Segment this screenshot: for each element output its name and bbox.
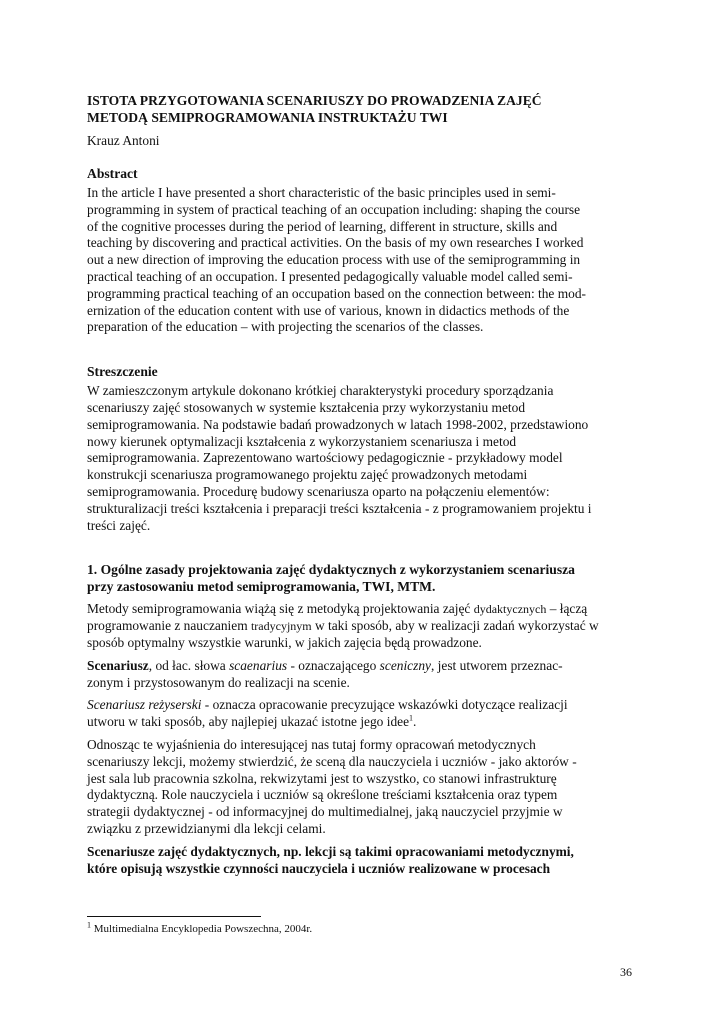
text-line: programming in system of practical teaching of an occupation including: shaping the course bbox=[87, 201, 581, 217]
text-line: strukturalizacji treści kształcenia i preparacji treści kształcenia - z programowaniem projektu i bbox=[87, 500, 592, 516]
text-line: strategii dydaktycznej - od informacyjnej do multimedialnej, jaką nauczyciel przyjmie w bbox=[87, 804, 563, 820]
text-line: teaching by discovering and practical activities. On the basis of my own researches I worked bbox=[87, 235, 584, 251]
text-line: Scenariusz reżyserski - oznacza opracowanie precyzujące wskazówki dotyczące realizacji bbox=[87, 697, 568, 713]
text-line: In the article I have presented a short characteristic of the basic principles used in semi- bbox=[87, 185, 556, 200]
title-line: ISTOTA PRZYGOTOWANIA SCENARIUSZY DO PROWADZENIA ZAJĘĆ bbox=[87, 93, 542, 108]
title-line: METODĄ SEMIPROGRAMOWANIA INSTRUKTAŻU TWI bbox=[87, 110, 448, 125]
text-line: W zamieszczonym artykule dokonano krótkiej charakterystyki procedury sporządzania bbox=[87, 383, 554, 399]
author: Krauz Antoni bbox=[87, 133, 160, 148]
text-line: practical teaching of an occupation. I presented pedagogically valuable model called semi- bbox=[87, 268, 573, 284]
text-line: jest sala lub pracownia szkolna, rekwizytami jest to wszystko, co stanowi infrastrukturę bbox=[87, 770, 557, 786]
text-line: semiprogramowania. Na podstawie badań prowadzonych w latach 1998-2002, przedstawiono bbox=[87, 416, 589, 432]
text-line: programming practical teaching of an occupation based on the connection between: the mod- bbox=[87, 285, 586, 301]
text-line: of the cognitive processes during the period of learning, different in structure, skills and bbox=[87, 218, 558, 234]
heading-line: przy zastosowaniu metod semiprogramowania, TWI, MTM. bbox=[87, 579, 436, 595]
streszczenie-text bbox=[87, 383, 639, 534]
text-line: semiprogramowania. Zaprezentowano wartościowy pedagogicznie - przykładowy model bbox=[87, 450, 563, 466]
text-line: treści zajęć. bbox=[87, 517, 151, 533]
text-line: Scenariusze zajęć dydaktycznych, np. lekcji są takimi opracowaniami metodycznymi, bbox=[87, 843, 574, 859]
text-line: Odnosząc te wyjaśnienia do interesującej nas tutaj formy opracowań metodycznych bbox=[87, 736, 536, 752]
streszczenie-heading: Streszczenie bbox=[87, 364, 158, 380]
text-line: ernization of the education content with use of various, known in didactics methods of the bbox=[87, 302, 570, 318]
term-scenariusz: Scenariusz bbox=[87, 657, 149, 673]
footnote-divider bbox=[87, 916, 261, 917]
text-line: scenariuszy lekcji, możemy stwierdzić, że sceną dla nauczyciela i uczniów - jako aktorów - bbox=[87, 753, 577, 769]
paragraph-scenariusz-rezyserski bbox=[87, 697, 639, 731]
abstract-text bbox=[87, 185, 639, 336]
paragraph-scenariusz bbox=[87, 658, 639, 692]
paragraph-metody bbox=[87, 601, 639, 651]
text-line: programowanie z nauczaniem tradycyjnym w taki sposób, aby w realizacji zadań wykorzystać w bbox=[87, 618, 599, 634]
term-scenariusz-rezyserski: Scenariusz reżyserski bbox=[87, 697, 202, 713]
text-line: które opisują wszystkie czynności nauczyciela i uczniów realizowane w procesach bbox=[87, 860, 551, 876]
text-line: związku z przewidzianymi dla lekcji celami. bbox=[87, 820, 326, 836]
footnote-number: 1 bbox=[87, 920, 91, 930]
paragraph-odnoszac bbox=[87, 737, 639, 838]
text-line: sposób optymalny wszystkie warunki, w jakich zajęcia będą prowadzone. bbox=[87, 634, 482, 650]
footnote bbox=[87, 922, 312, 936]
text-line: dydaktyczną. Role nauczyciela i uczniów są określone treściami kształcenia oraz typem bbox=[87, 787, 558, 803]
text-line: zonym i przystosowanym do realizacji na scenie. bbox=[87, 674, 350, 690]
text-line: Metody semiprogramowania wiążą się z metodyką projektowania zajęć dydaktycznych – łączą bbox=[87, 601, 588, 617]
text-line: utworu w taki sposób, aby najlepiej ukazać istotne jego idee$^1$. bbox=[87, 713, 417, 730]
text-line: semiprogramowania. Procedurę budowy scenariusza oparto na połączeniu elementów: bbox=[87, 483, 550, 499]
footnote-text: Multimedialna Encyklopedia Powszechna, 2004r. bbox=[91, 923, 313, 935]
article-body bbox=[87, 92, 639, 877]
text-line: preparation of the education – with projecting the scenarios of the classes. bbox=[87, 319, 484, 335]
page-number: 36 bbox=[620, 965, 632, 979]
text-line: scenariuszy zajęć stosowanych w systemie kształcenia przy wykorzystaniu metod bbox=[87, 399, 526, 415]
heading-line: 1. Ogólne zasady projektowania zajęć dydaktycznych z wykorzystaniem scenariusza bbox=[87, 562, 575, 578]
abstract-heading: Abstract bbox=[87, 166, 138, 181]
section-1-heading bbox=[87, 561, 639, 595]
text-line: nowy kierunek optymalizacji kształcenia z wykorzystaniem scenariusza i metod bbox=[87, 433, 517, 449]
text-line: konstrukcji scenariusza programowanego projektu zajęć prowadzonych metodami bbox=[87, 467, 528, 483]
text-line: out a new direction of improving the education process with use of the semiprogramming in bbox=[87, 252, 581, 268]
footnote-reference[interactable]: 1 bbox=[409, 713, 414, 723]
article-title bbox=[87, 92, 639, 126]
text-line: Scenariusz, od łac. słowa scaenarius - oznaczającego sceniczny, jest utworem przeznac- bbox=[87, 657, 563, 673]
paragraph-scenariusze-zajec bbox=[87, 844, 639, 878]
